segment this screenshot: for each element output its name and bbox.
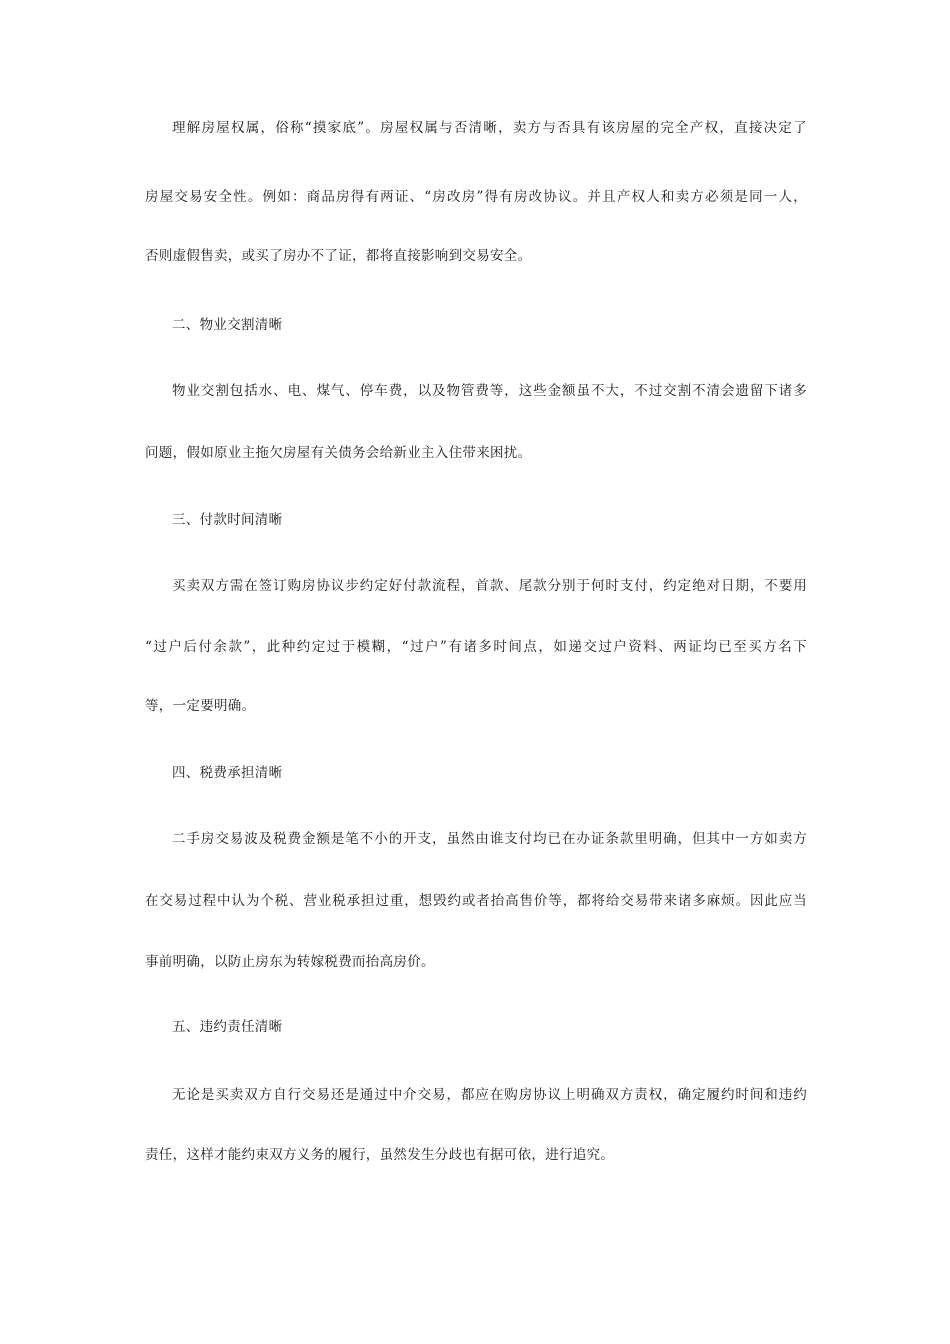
paragraph-line: “过户后付余款”，此种约定过于模糊，“过户”有诸多时间点，如递交过户资料、两证均已至买方名下 [145, 639, 807, 655]
paragraph-line: 物业交割包括水、电、煤气、停车费，以及物管费等，这些金额虽不大，不过交割不清会遗留下诸多 [172, 383, 807, 399]
paragraph-line: 理解房屋权属，俗称“摸家底”。房屋权属与否清晰，卖方与否具有该房屋的完全产权，直接决定了 [172, 120, 807, 136]
paragraph-line: 二手房交易波及税费金额是笔不小的开支，虽然由谁支付均已在办证条款里明确，但其中一方如卖方 [172, 831, 807, 847]
paragraph-line: 事前明确，以防止房东为转嫁税费而抬高房价。 [145, 954, 435, 970]
paragraph-line: 无论是买卖双方自行交易还是通过中介交易，都应在购房协议上明确双方责权，确定履约时间和违约 [172, 1087, 807, 1103]
paragraph-line: 房屋交易安全性。例如：商品房得有两证、“房改房”得有房改协议。并且产权人和卖方必须是同一人， [145, 189, 807, 205]
section-heading-breach-liability: 五、违约责任清晰 [172, 1019, 283, 1035]
section-heading-tax-burden: 四、税费承担清晰 [172, 765, 283, 781]
section-heading-property-handover: 二、物业交割清晰 [172, 317, 283, 333]
paragraph-line: 责任，这样才能约束双方义务的履行，虽然发生分歧也有据可依，进行追究。 [145, 1147, 615, 1163]
paragraph-line: 问题，假如原业主拖欠房屋有关债务会给新业主入住带来困扰。 [145, 445, 532, 461]
paragraph-line: 在交易过程中认为个税、营业税承担过重，想毁约或者抬高售价等，都将给交易带来诸多麻烦。因此应当 [145, 893, 807, 909]
section-heading-payment-time: 三、付款时间清晰 [172, 512, 283, 528]
paragraph-line: 买卖双方需在签订购房协议步约定好付款流程，首款、尾款分别于何时支付，约定绝对日期，不要用 [172, 578, 807, 594]
paragraph-line: 否则虚假售卖，或买了房办不了证，都将直接影响到交易安全。 [145, 248, 532, 264]
paragraph-line: 等，一定要明确。 [145, 698, 256, 714]
